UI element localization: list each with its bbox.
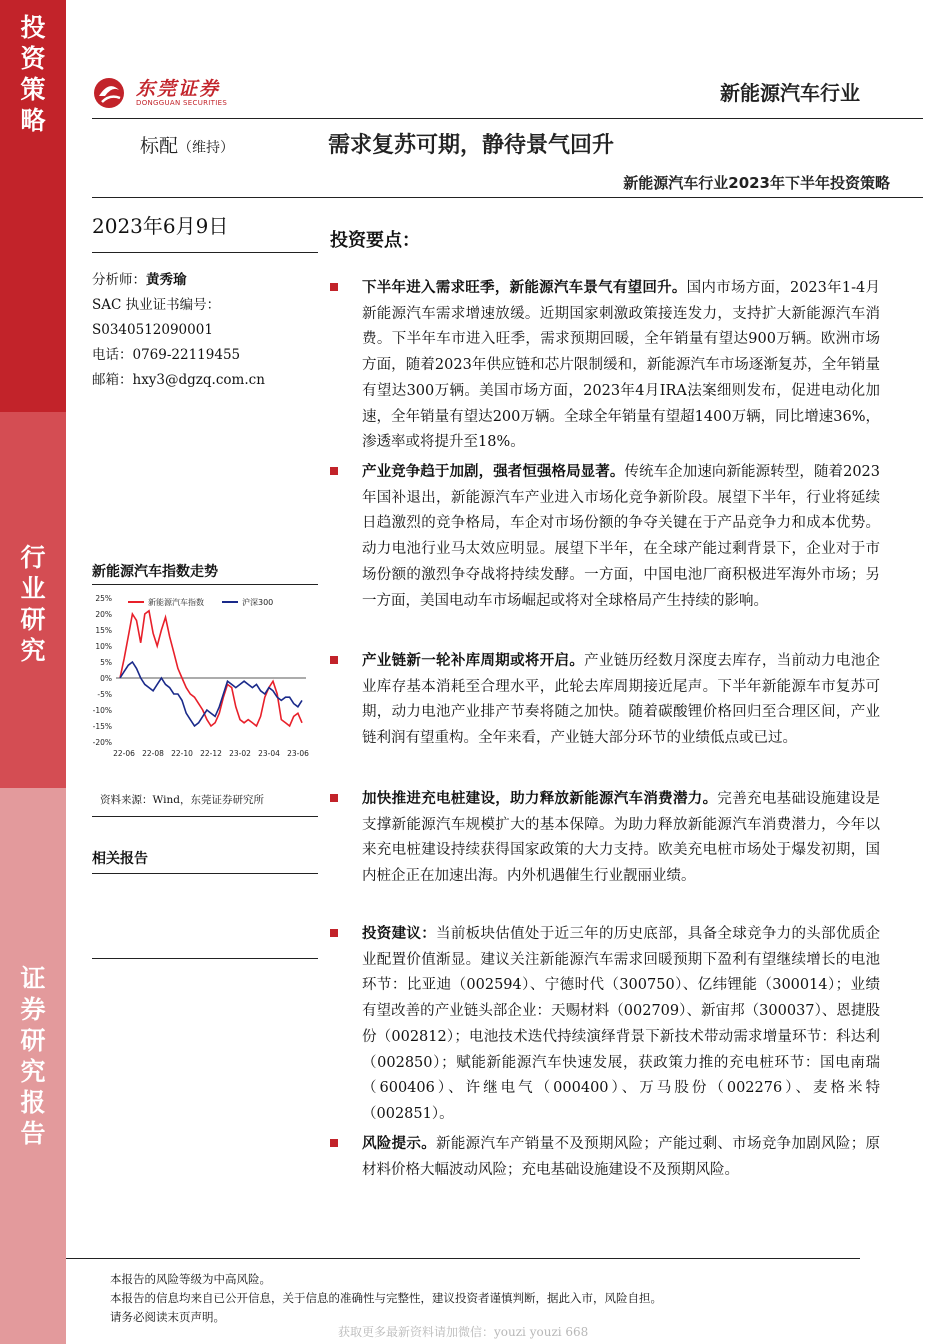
logo-en-text: DONGGUAN SECURITIES <box>136 99 228 107</box>
analyst-email: 邮箱：hxy3@dgzq.com.cn <box>92 372 265 388</box>
x-tick-label: 23-04 <box>258 749 280 758</box>
y-tick-label: 20% <box>95 610 112 619</box>
x-tick-label: 23-02 <box>229 749 251 758</box>
key-point-text <box>362 922 880 1128</box>
bullet-icon <box>330 656 338 664</box>
chart-top-divider <box>92 584 318 585</box>
analyst-name: 黄秀瑜 <box>146 272 187 288</box>
footer-divider <box>66 1258 860 1259</box>
index-trend-chart <box>92 588 318 776</box>
key-point-text <box>362 276 880 456</box>
footer-disclaimer <box>110 1270 890 1327</box>
x-tick-label: 23-06 <box>287 749 309 758</box>
footer-line: 本报告的风险等级为中高风险。 <box>110 1272 271 1286</box>
key-point-head: 下半年进入需求旺季，新能源汽车景气有望回升。 <box>362 280 687 296</box>
sidebar-section-industry <box>0 412 66 788</box>
industry-name: 新能源汽车行业 <box>720 81 860 105</box>
sidebar-section-strategy <box>0 0 66 412</box>
key-point-head: 风险提示。 <box>362 1136 437 1152</box>
key-point-body: 产业链历经数月深度去库存，当前动力电池企业库存基本消耗至合理水平，此轮去库周期接近尾声。下半年新能源车市复苏可期，动力电池产业排产节奏将随之加快。随着碳酸锂价格回归至合理区间，产业链利润有望重构。全年来看，产业链大部分环节的业绩低点或已过。 <box>362 653 881 747</box>
x-tick-label: 22-12 <box>200 749 222 758</box>
footer-line: 本报告的信息均来自已公开信息，关于信息的准确性与完整性，建议投资者谨慎判断，据此入市，风险自担。 <box>110 1291 662 1305</box>
company-logo <box>92 74 237 112</box>
subtitle-divider <box>92 197 923 198</box>
bullet-icon <box>330 467 338 475</box>
sidebar-label: 行业研究 <box>20 543 46 665</box>
bullet-icon <box>330 929 338 937</box>
series-line-nev-index <box>120 611 302 726</box>
y-tick-label: 0% <box>100 674 112 683</box>
analyst-line <box>92 268 322 293</box>
chart-source: 资料来源：Wind，东莞证券研究所 <box>100 794 264 806</box>
analyst-label: 分析师： <box>92 272 146 288</box>
report-date: 2023年6月9日 <box>92 214 229 238</box>
analyst-info <box>92 268 322 393</box>
key-point-body: 完善充电基础设施建设是支撑新能源汽车规模扩大的基本保障。为助力释放新能源汽车消费潜力，今年以来充电桩建设持续获得国家政策的大力支持。欧美充电桩市场处于爆发初期，国内桩企正在加速出海。内外机遇催生行业靓丽业绩。 <box>362 791 881 885</box>
page-title: 需求复苏可期，静待景气回升 <box>328 133 615 158</box>
key-point-body: 新能源汽车产销量不及预期风险；产能过剩、市场竞争加剧风险；原材料价格大幅波动风险；充电基础设施建设不及预期风险。 <box>362 1136 880 1178</box>
sidebar-section-report <box>0 788 66 1344</box>
y-tick-label: -5% <box>97 690 112 699</box>
logo-cn-text: 东莞证券 <box>136 78 221 100</box>
footer-line: 请务必阅读末页声明。 <box>110 1310 225 1324</box>
series-line-csi300 <box>120 662 302 726</box>
rating-note: （维持） <box>178 140 235 156</box>
y-tick-label: 10% <box>95 642 112 651</box>
page-subtitle: 新能源汽车行业2023年下半年投资策略 <box>623 174 890 192</box>
chart-bottom-divider <box>92 816 318 817</box>
key-point-head: 加快推进充电桩建设，助力释放新能源汽车消费潜力。 <box>362 791 718 807</box>
logo-emblem-icon <box>92 76 126 110</box>
key-point-head: 产业链新一轮补库周期或将开启。 <box>362 653 585 669</box>
key-point-head: 投资建议： <box>362 926 437 942</box>
header-divider <box>92 118 923 119</box>
x-tick-label: 22-10 <box>171 749 193 758</box>
y-tick-label: -15% <box>92 722 112 731</box>
sac-number: S0340512090001 <box>92 322 213 338</box>
sidebar-label: 投资策略 <box>20 13 46 135</box>
rating <box>140 131 234 158</box>
key-point-body: 国内市场方面，2023年1-4月新能源汽车需求增速放缓。近期国家刺激政策接连发力，支持扩大新能源汽车消费。下半年车市进入旺季，需求预期回暖，全年销量有望达900万辆。欧洲市场方面，随着2023年供应链和芯片限制缓和，新能源汽车市场逐渐复苏，全年销量有望达300万辆。美国市场方面，2023年4月IRA法案细则发布，促进电动化加速，全年销量有望达200万辆。全球全年销量有望超1400万辆，同比增速36%，渗透率或将提升至18%。 <box>362 280 880 451</box>
key-point-text <box>362 787 880 890</box>
key-point-text <box>362 649 880 752</box>
bullet-icon <box>330 283 338 291</box>
date-divider <box>92 252 318 253</box>
related-reports-title: 相关报告 <box>92 851 148 867</box>
x-tick-label: 22-08 <box>142 749 164 758</box>
y-tick-label: -20% <box>92 738 112 747</box>
legend-label: 新能源汽车指数 <box>148 598 204 607</box>
y-tick-label: 5% <box>100 658 112 667</box>
chart-title: 新能源汽车指数走势 <box>92 564 218 580</box>
sac-label: SAC 执业证书编号： <box>92 297 221 313</box>
key-point-body: 传统车企加速向新能源转型，随着2023年国补退出，新能源汽车产业进入市场化竞争新阶段。展望下半年，行业将延续日趋激烈的竞争格局，车企对市场份额的争夺关键在于产品竞争力和成本优势。动力电池行业马太效应明显。展望下半年，在全球产能过剩背景下，企业对于市场份额的激烈争夺战将持续发酵。一方面，中国电池厂商积极进军海外市场；另一方面，美国电动车市场崛起或将对全球格局产生持续的影响。 <box>362 464 881 609</box>
key-point-head: 产业竞争趋于加剧，强者恒强格局显著。 <box>362 464 625 480</box>
bullet-icon <box>330 1139 338 1147</box>
key-point-body: 当前板块估值处于近三年的历史底部，具备全球竞争力的头部优质企业配置价值渐显。建议关注新能源汽车需求回暖预期下盈利有望继续增长的电池环节：比亚迪（002594）、宁德时代（300750）、亿纬锂能（300014）；业绩有望改善的产业链头部企业：天赐材料（002709）、新宙邦（300037）、恩捷股份（002812）；电池技术迭代持续演绎背景下新技术带动需求增量环节：科达利（002850）；赋能新能源汽车快速发展，获政策力推的充电桩环节：国电南瑞（600406）、许继电气（000400）、万马股份（002276）、麦格米特（002851）。 <box>362 926 880 1122</box>
watermark: 获取更多最新资料请加微信：youzi youzi 668 <box>338 1325 589 1339</box>
rating-value: 标配 <box>140 135 179 157</box>
x-tick-label: 22-06 <box>113 749 135 758</box>
key-point-text <box>362 460 880 614</box>
related-divider-top <box>92 873 318 874</box>
y-tick-label: 15% <box>95 626 112 635</box>
related-divider-bottom <box>92 958 318 959</box>
y-tick-label: -10% <box>92 706 112 715</box>
legend-label: 沪深300 <box>242 598 274 607</box>
y-tick-label: 25% <box>95 594 112 603</box>
section-title: 投资要点： <box>330 230 420 251</box>
key-point-text <box>362 1132 880 1183</box>
sidebar-label: 证券研究报告 <box>20 964 46 1148</box>
analyst-phone: 电话：0769-22119455 <box>92 347 241 363</box>
bullet-icon <box>330 794 338 802</box>
